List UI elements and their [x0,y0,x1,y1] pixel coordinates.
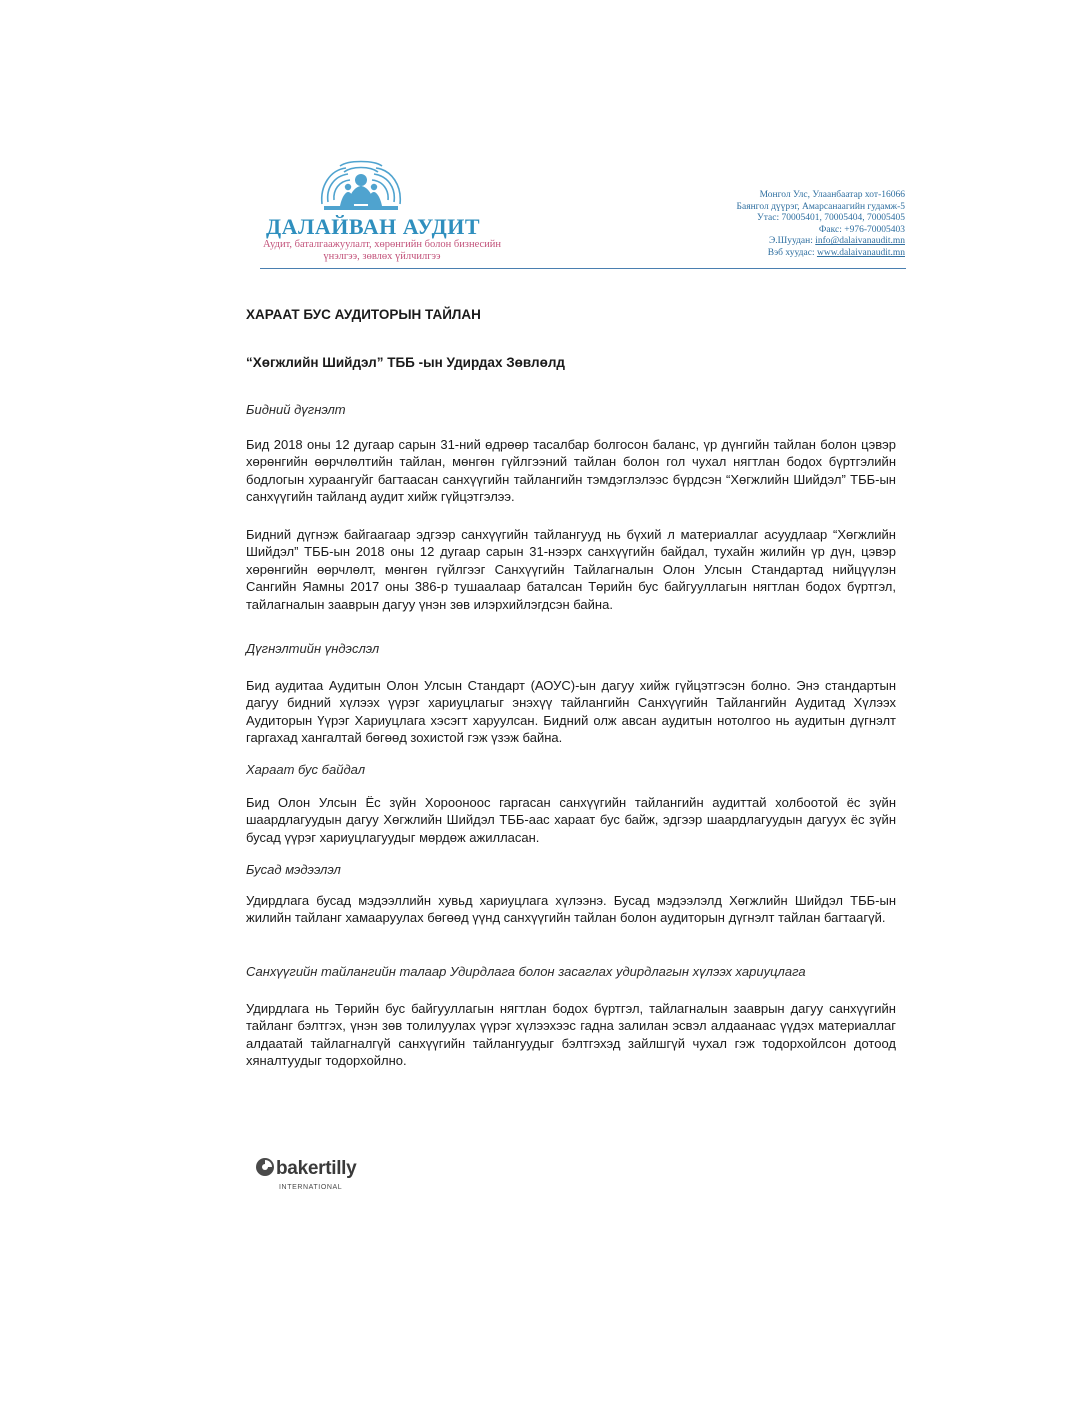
email-line [645,236,905,248]
email-link[interactable]: info@dalaivanaudit.mn [815,236,905,247]
phone-line: Утас: 70005401, 70005404, 70005405 [757,213,905,224]
address-line-2: Баянгол дүүрэг, Амарсанаагийн гудамж-5 [736,201,905,212]
address-line-1: Монгол Улс, Улаанбаатар хот-16066 [759,190,905,200]
section-paragraph: Бид аудитаа Аудитын Олон Улсын Стандарт (АОУС)-ын дагуу хийж гүйцэтгэсэн болно. Энэ стандартын дагуу бидний хүлээх үүрэг хариуцлагыг энэхүү тайлангийн Санхүүгийн Тайлангийн Аудитад Хүлээх Аудиторын Үүрэг Хариуцлага хэсэгт харуулсан. Бидний олж авсан аудитын нотолгоо нь аудитын дүгнэлт гаргахад хангалтай бөгөөд зохистой гэж үзэж байна. [246,678,896,746]
web-link[interactable]: www.dalaivanaudit.mn [816,247,905,258]
section-heading: Хараат бус байдал [246,762,366,777]
bakertilly-swirl-icon [254,1156,276,1178]
email-label: Э.Шуудан: [768,236,816,247]
shell-logo-icon [318,160,404,212]
report-addressee: “Хөгжлийн Шийдэл” ТББ -ын Удирдах Зөвлөлд [246,355,565,370]
section-paragraph: Удирдлага нь Төрийн бус байгууллагын нягтлан бодох бүртгэл, тайлагналын зааврын дагуу санхүүгийн тайланг бэлтгэх, үнэн зөв толилуулах үүрэг хүлээхээс гадна залилан эсвэл алдаанаас үүдэх материаллаг алдаатай тайлагналгүй санхүүгийн тайлангуудыг бэлтгэхэд зайлшгүй чухал гэж тодорхойлсон дотоод хяналтуудыг тодорхойлно. [246,1001,896,1069]
fax-line: Факс: +976-70005403 [818,224,905,235]
bakertilly-international: INTERNATIONAL [279,1184,343,1191]
section-heading: Бидний дүгнэлт [246,402,346,417]
company-subtitle: Аудит, баталгаажуулалт, хөрөнгийн болон бизнесийн үнэлгээ, зөвлөх үйлчилгээ [262,239,502,262]
section-heading: Дүгнэлтийн үндэслэл [246,641,380,656]
section-paragraph: Бидний дүгнэж байгаагаар эдгээр санхүүгийн тайлангууд нь бүхий л материаллаг асуудлаар “Хөгжлийн Шийдэл” ТББ-ын 2018 оны 12 дугаар сарын 31-нээрх санхүүгийн байдал, тухайн жилийн үр дүн, цэвэр хөрөнгийн өөрчлөлт, мөнгөн гүйлгээг Санхүүгийн Тайлагналын Олон Улсын Стандартад нийцүүлэн Сангийн Яамны 2017 оны 386-р тушаалаар баталсан Төрийн бус байгууллагын нягтлан бодох бүртгэл, тайлагналын зааврын дагуу үнэн зөв илэрхийлэгдсэн байна. [246,527,896,612]
web-label: Вэб хуудас: [767,247,817,258]
report-title: ХАРААТ БУС АУДИТОРЫН ТАЙЛАН [246,307,481,322]
company-name: ДАЛАЙВАН АУДИТ [266,214,481,239]
section-heading: Бусад мэдээлэл [246,862,341,877]
letterhead-divider [260,268,906,269]
section-paragraph: Удирдлага бусад мэдээллийн хувьд хариуцлага хүлээнэ. Бусад мэдээлэлд Хөгжлийн Шийдэл ТББ-ын жилийн тайланг хамааруулах бөгөөд үүнд санхүүгийн тайлан болон аудиторын дүгнэлт тайлан багтаагүй. [246,893,896,926]
section-heading: Санхүүгийн тайлангийн талаар Удирдлага болон засаглах удирдлагын хүлээх хариуцлага [246,964,806,979]
web-line [645,248,905,260]
contact-block [645,190,905,260]
section-paragraph: Бид 2018 оны 12 дугаар сарын 31-ний өдрөөр тасалбар болгосон баланс, үр дүнгийн тайлан болон цэвэр хөрөнгийн өөрчлөлтийн тайлан, мөнгөн гүйлгээний тайлан болон гол чухал нягтлан бодох бүртгэлийн бодлогын хураангуйг багтаасан санхүүгийн тайлангийн тэмдэглэлээс бүрдсэн “Хөгжлийн Шийдэл” ТББ-ын санхүүгийн тайланд аудит хийж гүйцэтгэлээ. [246,437,896,505]
section-paragraph: Бид Олон Улсын Ёс зүйн Хорооноос гаргасан санхүүгийн тайлангийн аудиттай холбоотой ёс зүйн шаардлагуудын дагуу Хөгжлийн Шийдэл ТББ-аас хараат бус байж, эдгээр шаардлагуудын дагуух ёс зүйн бусад үүрэг хариуцлагуудыг мөрдөж ажилласан. [246,795,896,845]
bakertilly-name: bakertilly [276,1158,357,1179]
